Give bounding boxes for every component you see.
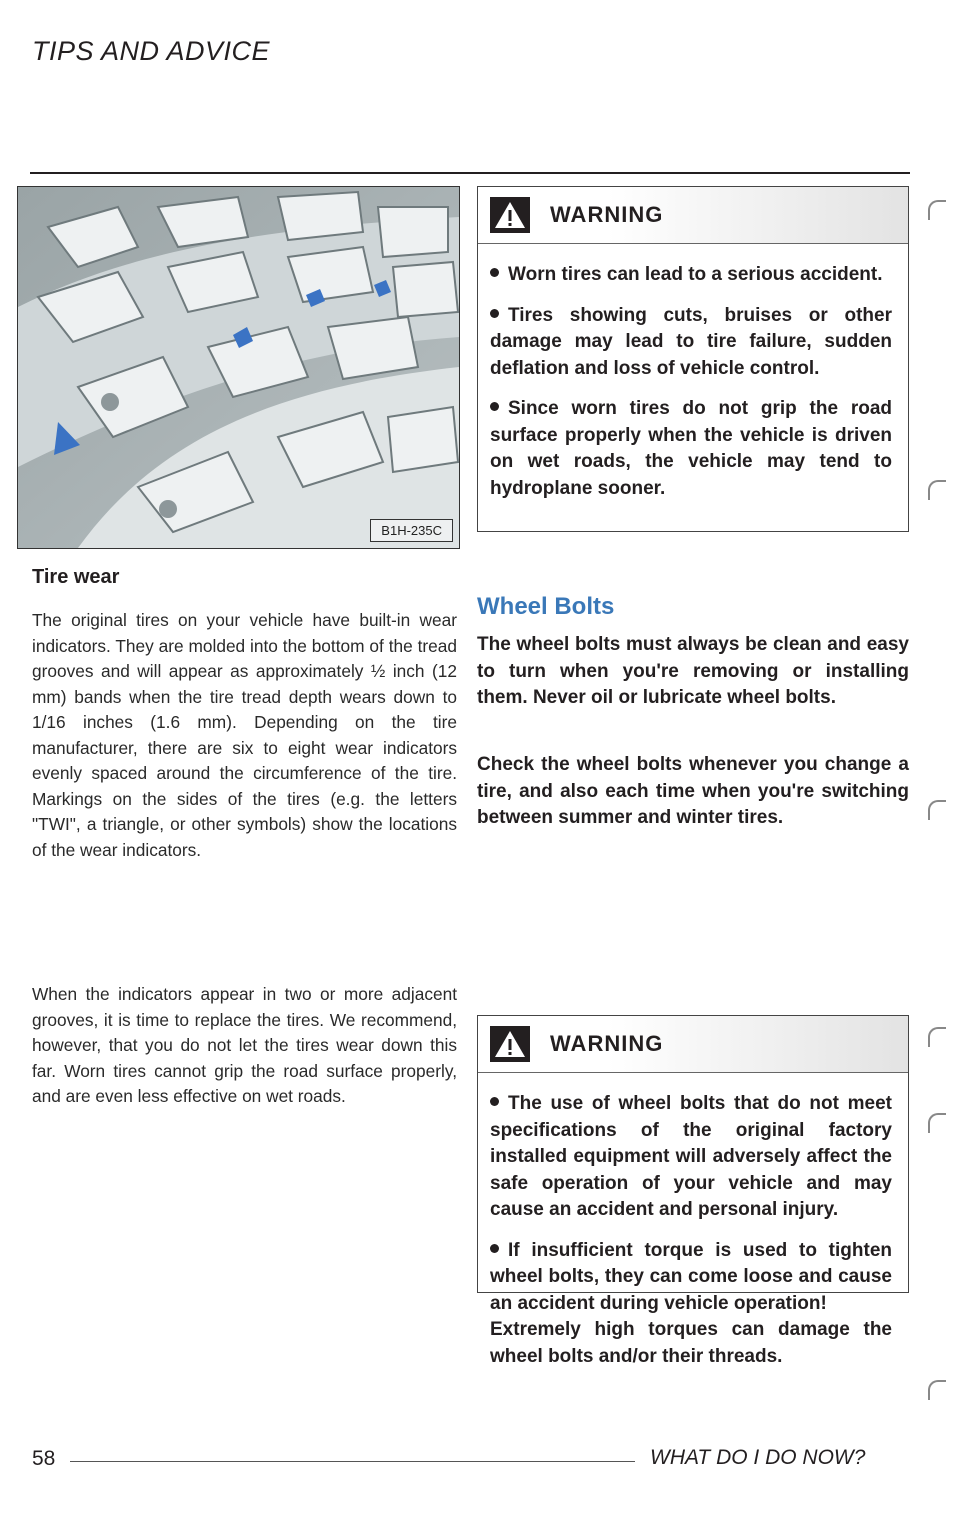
margin-mark xyxy=(928,800,946,820)
warning-item-text: If insufficient torque is used to tighten wheel bolts, they can come loose and cause an accident during vehicle operation! xyxy=(490,1239,892,1314)
warning-item-text: Tires showing cuts, bruises or other damage may lead to tire failure, sudden deflation and loss of vehicle control. xyxy=(490,304,892,379)
margin-mark xyxy=(928,200,946,220)
warning-item xyxy=(490,262,892,289)
tire-wear-paragraph-1: The original tires on your vehicle have built-in wear indicators. They are molded into the bottom of the tread grooves and will appear as approximately ½ inch (12 mm) bands when the tire tread depth wears down to 1/16 inches (1.6 mm). Depending on the tire manufacturer, there are six to eight wear indicators evenly spaced around the circumference of the tire. Markings on the sides of the tires (e.g. the letters "TWI", a triangle, or other symbols) show the locations of the wear indicators. xyxy=(32,610,457,860)
margin-mark xyxy=(928,1380,946,1400)
margin-mark xyxy=(928,1027,946,1047)
tire-wear-paragraph-2: When the indicators appear in two or more adjacent grooves, it is time to replace the tires. We recommend, however, that you do not let the tires wear down this far. Worn tires cannot grip the road surface properly, and are even less effective on wet roads. xyxy=(32,984,457,1106)
warning-item-text: The use of wheel bolts that do not meet specifications of the original factory installed equipment will adversely affect the safe operation of your vehicle and may cause an accident and personal injury. xyxy=(490,1093,892,1220)
tire-tread-illustration xyxy=(18,187,459,548)
warning-item-text: Since worn tires do not grip the road surface properly when the vehicle is driven on wet roads, the vehicle may tend to hydroplane sooner. xyxy=(490,398,892,499)
margin-mark xyxy=(928,1113,946,1133)
footer-section-title: WHAT DO I DO NOW? xyxy=(650,1446,866,1469)
warning-triangle-icon xyxy=(490,1026,530,1062)
footer-rule xyxy=(70,1461,635,1462)
warning-list xyxy=(478,244,908,520)
warning-box-wheel-bolts xyxy=(477,1015,909,1367)
tire-wear-heading: Tire wear xyxy=(32,566,120,588)
warning-header xyxy=(478,187,908,244)
margin-mark xyxy=(928,480,946,500)
warning-item xyxy=(490,303,892,383)
warning-list xyxy=(478,1073,908,1388)
bullet-icon xyxy=(490,309,499,318)
warning-box-tires xyxy=(477,186,909,532)
page-header: TIPS AND ADVICE xyxy=(32,36,271,66)
tire-tread-figure xyxy=(17,186,460,549)
wheel-bolts-heading: Wheel Bolts xyxy=(477,593,615,620)
warning-extra-text: Extremely high torques can damage the wheel bolts and/or their threads. xyxy=(490,1319,892,1367)
bullet-icon xyxy=(490,268,499,277)
warning-item-text: Worn tires can lead to a serious accident. xyxy=(508,264,883,285)
wheel-bolts-paragraph-1: The wheel bolts must always be clean and easy to turn when you're removing or installing them. Never oil or lubricate wheel bolts. xyxy=(477,634,909,708)
warning-triangle-icon xyxy=(490,197,530,233)
figure-code-label: B1H-235C xyxy=(370,519,453,542)
page-number: 58 xyxy=(32,1447,56,1470)
warning-header xyxy=(478,1016,908,1073)
warning-item xyxy=(490,1238,892,1371)
wheel-bolts-paragraph-2: Check the wheel bolts whenever you change a tire, and also each time when you're switching between summer and winter tires. xyxy=(477,754,909,828)
bullet-icon xyxy=(490,1097,499,1106)
header-rule xyxy=(30,172,910,174)
bullet-icon xyxy=(490,402,499,411)
bullet-icon xyxy=(490,1244,499,1253)
warning-title: WARNING xyxy=(550,1031,664,1056)
warning-item xyxy=(490,396,892,502)
warning-item xyxy=(490,1091,892,1224)
warning-title: WARNING xyxy=(550,202,664,227)
